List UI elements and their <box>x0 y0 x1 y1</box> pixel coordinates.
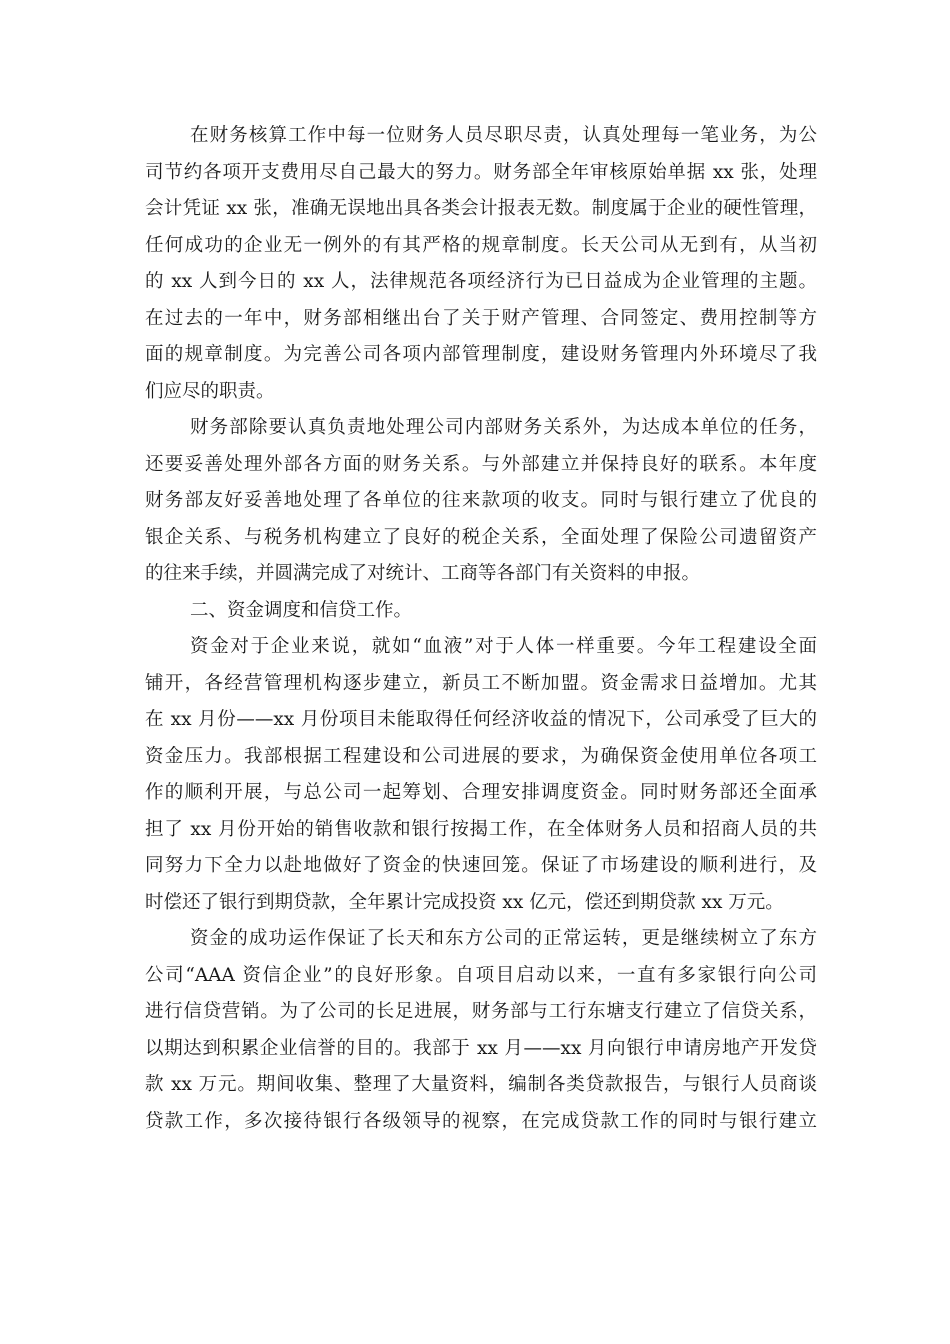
paragraph-line: 任何成功的企业无一例外的有其严格的规章制度。长天公司从无到有，从当初 <box>145 234 817 256</box>
paragraph-line: 资金对于企业来说，就如“血液”对于人体一样重要。今年工程建设全面 <box>190 636 817 657</box>
paragraph-line: 银企关系、与税务机构建立了良好的税企关系，全面处理了保险公司遗留资产 <box>145 526 817 548</box>
paragraph-line: 在过去的一年中，财务部相继出台了关于财产管理、合同签定、费用控制等方 <box>145 307 817 329</box>
paragraph-line: 的 xx 人到今日的 xx 人，法律规范各项经济行为已日益成为企业管理的主题。 <box>145 271 817 292</box>
paragraph-line: 款 xx 万元。期间收集、整理了大量资料，编制各类贷款报告，与银行人员商谈 <box>145 1074 817 1095</box>
paragraph-line: 作的顺利开展，与总公司一起筹划、合理安排调度资金。同时财务部还全面承 <box>145 782 817 803</box>
document-body <box>145 118 817 1140</box>
paragraph-line: 们应尽的职责。 <box>145 380 275 402</box>
paragraph-line: 同努力下全力以赴地做好了资金的快速回笼。保证了市场建设的顺利进行，及 <box>145 855 817 876</box>
section-heading: 二、资金调度和信贷工作。 <box>190 599 413 621</box>
section-heading-funds-credit <box>145 593 817 630</box>
paragraph-line: 还要妥善处理外部各方面的财务关系。与外部建立并保持良好的联系。本年度 <box>145 453 817 475</box>
paragraph-line: 的往来手续，并圆满完成了对统计、工商等各部门有关资料的申报。 <box>145 563 701 584</box>
paragraph-line: 面的规章制度。为完善公司各项内部管理制度，建设财务管理内外环境尽了我 <box>145 344 817 365</box>
paragraph-financial-accounting <box>145 118 817 410</box>
paragraph-credit-operations <box>145 921 817 1140</box>
paragraph-line: 司节约各项开支费用尽自己最大的努力。财务部全年审核原始单据 xx 张，处理 <box>145 161 817 183</box>
paragraph-line: 资金的成功运作保证了长天和东方公司的正常运转，更是继续树立了东方 <box>190 928 817 949</box>
paragraph-line: 会计凭证 xx 张，准确无误地出具各类会计报表无数。制度属于企业的硬性管理， <box>145 198 817 219</box>
paragraph-line: 在 xx 月份——xx 月份项目未能取得任何经济收益的情况下，公司承受了巨大的 <box>145 709 817 730</box>
paragraph-external-relations <box>145 410 817 593</box>
paragraph-line: 财务部除要认真负责地处理公司内部财务关系外，为达成本单位的任务， <box>190 417 817 438</box>
paragraph-line: 时偿还了银行到期贷款，全年累计完成投资 xx 亿元，偿还到期贷款 xx 万元。 <box>145 891 784 913</box>
paragraph-funds-scheduling <box>145 629 817 921</box>
paragraph-line: 贷款工作，多次接待银行各级领导的视察，在完成贷款工作的同时与银行建立 <box>145 1110 817 1132</box>
paragraph-line: 资金压力。我部根据工程建设和公司进展的要求，为确保资金使用单位各项工 <box>145 745 817 767</box>
paragraph-line: 公司“AAA 资信企业”的良好形象。自项目启动以来，一直有多家银行向公司 <box>145 964 817 986</box>
paragraph-line: 担了 xx 月份开始的销售收款和银行按揭工作，在全体财务人员和招商人员的共 <box>145 818 817 840</box>
paragraph-line: 以期达到积累企业信誉的目的。我部于 xx 月——xx 月向银行申请房地产开发贷 <box>145 1037 817 1059</box>
paragraph-line: 在财务核算工作中每一位财务人员尽职尽责，认真处理每一笔业务，为公 <box>190 125 817 146</box>
paragraph-line: 财务部友好妥善地处理了各单位的往来款项的收支。同时与银行建立了优良的 <box>145 490 817 511</box>
paragraph-line: 进行信贷营销。为了公司的长足进展，财务部与工行东塘支行建立了信贷关系， <box>145 1001 817 1022</box>
paragraph-line: 铺开，各经营管理机构逐步建立，新员工不断加盟。资金需求日益增加。尤其 <box>145 672 817 694</box>
